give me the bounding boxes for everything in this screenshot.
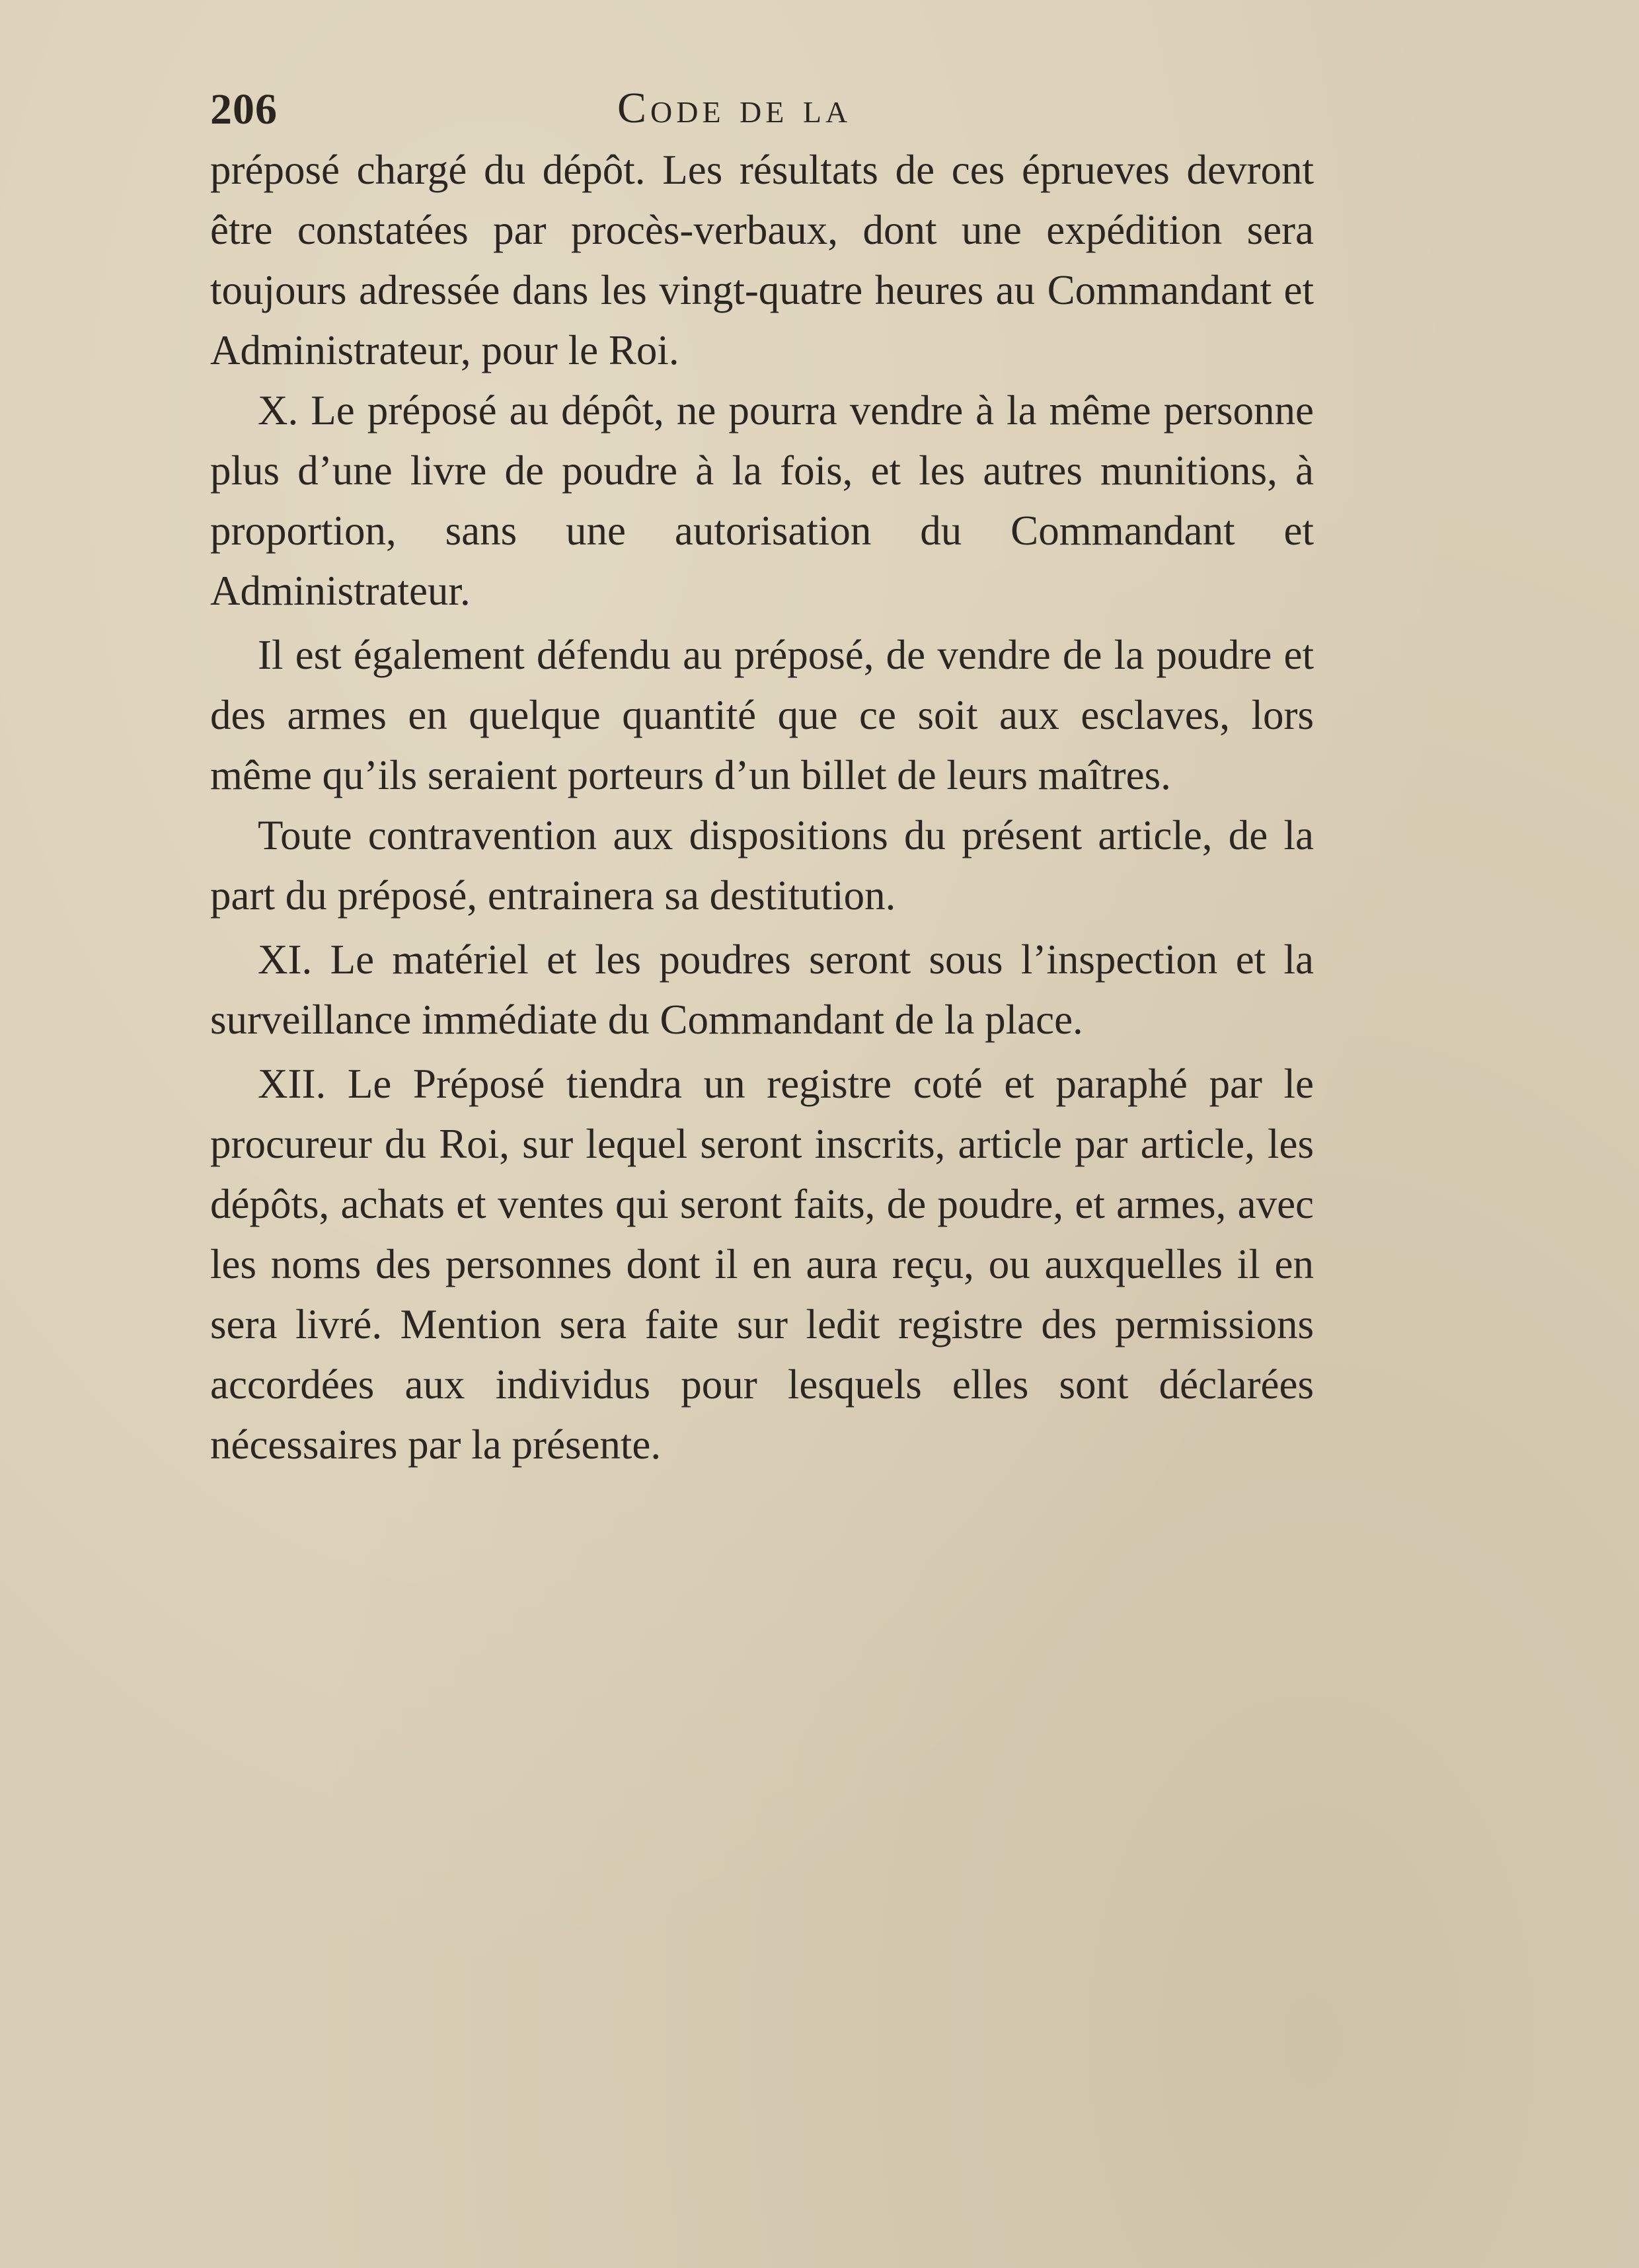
paragraph-article-x: X. Le préposé au dépôt, ne pourra vendre à la même personne plus d’une livre de poudre à la fois, et les autres munitions, à proportion, sans une autorisation du Commandant et Administrateur. (210, 387, 1314, 614)
paragraph-article-xi: XI. Le matériel et les poudres seront sous l’inspection et la surveillance immédiate du Commandant de la place. (210, 936, 1314, 1043)
paragraph-continuation: préposé chargé du dépôt. Les résultats de ces éprueves devront être constatées par procès-verbaux, dont une expédition sera toujours adressée dans les vingt-quatre heures au Commandant et Administrateur, pour le Roi. (210, 147, 1314, 373)
paragraph-prohibition: Il est également défendu au préposé, de vendre de la poudre et des armes en quelque quantité que ce soit aux esclaves, lors même qu’ils seraient porteurs d’un billet de leurs maîtres. (210, 632, 1314, 798)
paragraph-article-xii: XII. Le Préposé tiendra un registre coté et paraphé par le procureur du Roi, sur lequel seront inscrits, article par article, les dépôts, achats et ventes qui seront faits, de poudre, et armes, avec les noms des personnes dont il en aura reçu, ou auxquelles il en sera livré. Mention sera faite sur ledit registre des permissions accordées aux individus pour lesquels elles sont déclarées nécessaires par la présente. (210, 1061, 1314, 1468)
page-body (210, 140, 1314, 1475)
paragraph-contravention: Toute contravention aux dispositions du présent article, de la part du préposé, entrainera sa destitution. (210, 812, 1314, 919)
page-number: 206 (210, 85, 278, 133)
running-head: Code de la (617, 84, 852, 132)
page-header (210, 79, 1307, 145)
